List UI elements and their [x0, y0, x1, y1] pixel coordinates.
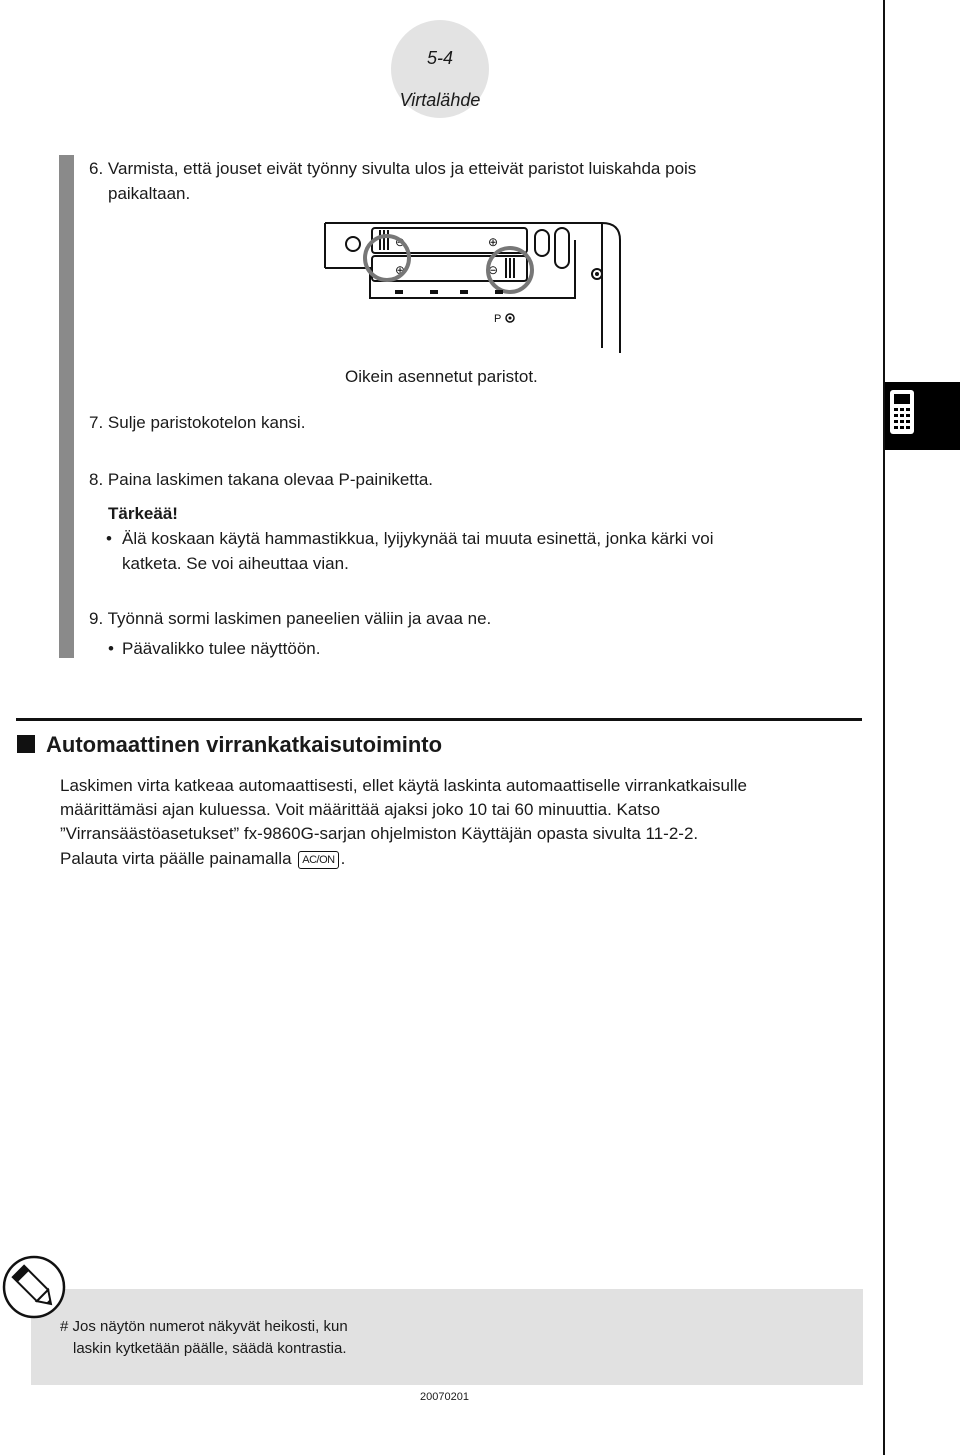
section-text-line3: ”Virransäästöasetukset” fx-9860G-sarjan ohjelmiston Käyttäjän opasta sivulta 11-2-2.: [60, 824, 699, 843]
ac-on-key: AC/ON: [298, 851, 338, 869]
footer-code: 20070201: [420, 1391, 469, 1403]
step-6: [89, 157, 696, 181]
section-marker-icon: [17, 735, 35, 753]
step-text: Varmista, että jouset eivät työnny sivulta ulos ja etteivät paristot luiskahda pois: [107, 159, 697, 178]
svg-text:⊕: ⊕: [395, 263, 406, 277]
important-text-line2: katketa. Se voi aiheuttaa vian.: [122, 554, 349, 573]
svg-text:⊕: ⊕: [488, 235, 499, 249]
note-text-line1: # Jos näytön numerot näkyvät heikosti, kun: [60, 1318, 348, 1335]
important-bullet: •: [106, 529, 112, 548]
section-text-line4-start: Palauta virta päälle painamalla: [60, 849, 292, 868]
important-heading: Tärkeää!: [108, 504, 178, 523]
chapter-title: Virtalähde: [399, 90, 481, 110]
instruction-side-bar: [59, 155, 74, 658]
page-number: 5-4: [426, 48, 453, 68]
note-text-line2: laskin kytketään päälle, säädä kontrastia.: [73, 1340, 347, 1357]
step-number: 9.: [89, 609, 104, 628]
important-text-line1: Älä koskaan käytä hammastikkua, lyijykynää tai muuta esinettä, jonka kärki voi: [122, 529, 714, 548]
section-rule: [16, 718, 862, 721]
step-number: 7.: [89, 413, 104, 432]
section-title: Automaattinen virrankatkaisutoiminto: [46, 732, 443, 757]
step-number: 6.: [89, 159, 104, 178]
margin-rule: [883, 0, 885, 1455]
page-header-badge: [391, 20, 489, 118]
battery-compartment-illustration: [320, 218, 625, 358]
section-text-line1: Laskimen virta katkeaa automaattisesti, ellet käytä laskinta automaattiselle virrankatkaisulle: [60, 776, 747, 795]
step-9: [89, 607, 491, 631]
p-button-label: P: [494, 313, 502, 325]
section-text-line2: määrittämäsi ajan kuluessa. Voit määrittää ajaksi joko 10 tai 60 minuuttia. Katso: [60, 800, 661, 819]
step-9-subtext: Päävalikko tulee näyttöön.: [122, 639, 321, 658]
step-text: Työnnä sormi laskimen paneelien väliin ja avaa ne.: [107, 609, 492, 628]
section-text-line4: [60, 847, 345, 871]
calculator-tab: [885, 382, 960, 450]
svg-text:⊖: ⊖: [395, 235, 406, 249]
step-text: Sulje paristokotelon kansi.: [107, 413, 306, 432]
step-6-continued: paikaltaan.: [108, 184, 191, 203]
step-number: 8.: [89, 470, 104, 489]
svg-text:⊖: ⊖: [488, 263, 499, 277]
step-9-bullet: •: [108, 639, 114, 658]
section-text-line4-end: .: [340, 849, 346, 868]
step-7: [89, 411, 305, 435]
figure-caption: Oikein asennetut paristot.: [345, 367, 538, 386]
step-8: [89, 468, 433, 492]
step-text: Paina laskimen takana olevaa P-painiketta.: [107, 470, 434, 489]
pencil-note-icon: [2, 1255, 66, 1319]
calculator-icon: [885, 382, 960, 450]
